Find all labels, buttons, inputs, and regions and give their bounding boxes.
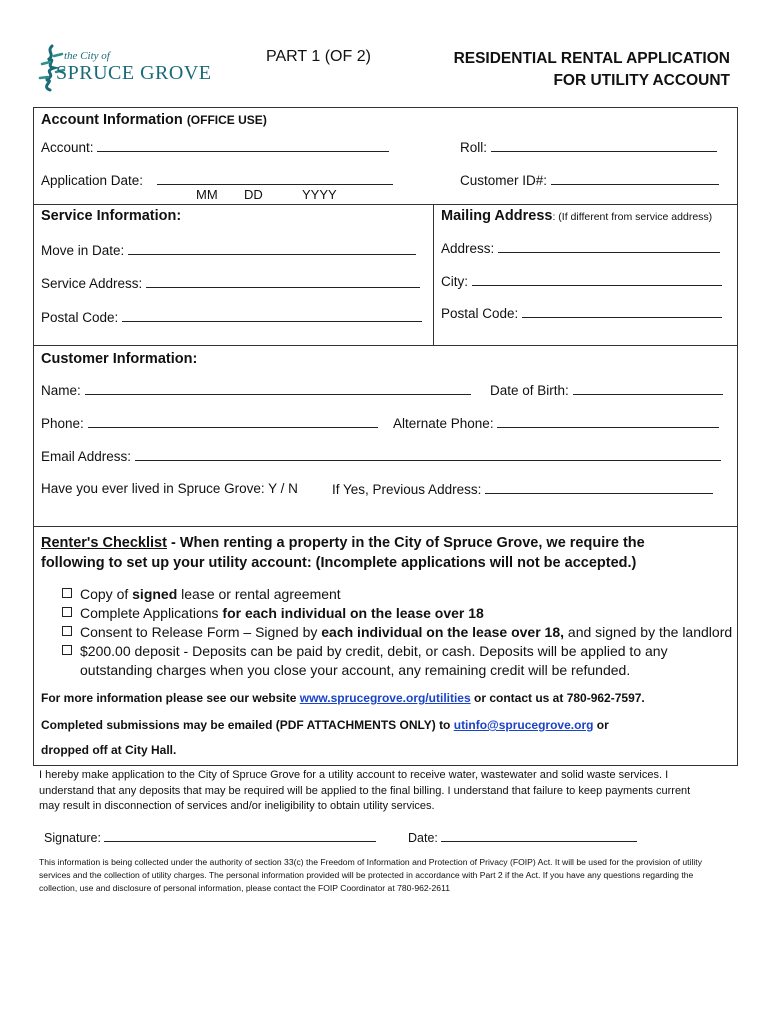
mailing-heading-note: : (If different from service address) bbox=[552, 211, 713, 223]
form-title-line2: FOR UTILITY ACCOUNT bbox=[553, 72, 730, 89]
mailing-postal-field[interactable] bbox=[441, 305, 722, 321]
name-field[interactable] bbox=[41, 382, 471, 398]
divider-service bbox=[33, 345, 738, 346]
alt-phone-label: Alternate Phone: bbox=[393, 416, 494, 431]
account-heading bbox=[41, 112, 267, 128]
mailing-city-field[interactable] bbox=[441, 273, 722, 289]
mailing-address-field[interactable] bbox=[441, 240, 720, 256]
divider-customer bbox=[33, 526, 738, 527]
signature-input-line[interactable] bbox=[104, 829, 376, 842]
previous-address-input-line[interactable] bbox=[485, 481, 713, 494]
move-in-field[interactable] bbox=[41, 242, 416, 258]
alt-phone-field[interactable] bbox=[393, 415, 719, 431]
date-format-mm: MM bbox=[196, 187, 218, 202]
application-date-field[interactable] bbox=[41, 172, 393, 188]
phone-label: Phone: bbox=[41, 416, 84, 431]
lived-in-spruce-grove[interactable]: Have you ever lived in Spruce Grove: Y / N bbox=[41, 481, 298, 496]
logo-top-text: the City of bbox=[64, 50, 110, 62]
mailing-address-input-line[interactable] bbox=[498, 240, 720, 253]
checklist-item-consent: Consent to Release Form – Signed by each individual on the lease over 18, and signed by the landlord bbox=[62, 623, 734, 642]
checkbox-icon[interactable] bbox=[62, 645, 72, 655]
name-input-line[interactable] bbox=[85, 382, 471, 395]
dob-input-line[interactable] bbox=[573, 382, 723, 395]
checklist bbox=[62, 585, 734, 680]
account-input-line[interactable] bbox=[97, 139, 389, 152]
checklist-heading-line2: following to set up your utility account: (Incomplete applications will not be accepted.) bbox=[41, 555, 637, 571]
checkbox-icon[interactable] bbox=[62, 626, 72, 636]
move-in-label: Move in Date: bbox=[41, 243, 125, 258]
email-submission: Completed submissions may be emailed (PDF ATTACHMENTS ONLY) to utinfo@sprucegrove.org or bbox=[41, 718, 609, 732]
application-date-input-line[interactable] bbox=[157, 172, 393, 185]
account-heading-note: (OFFICE USE) bbox=[186, 113, 267, 127]
customer-id-field[interactable] bbox=[460, 172, 719, 188]
checkbox-icon[interactable] bbox=[62, 607, 72, 617]
customer-id-label: Customer ID#: bbox=[460, 173, 548, 188]
service-postal-input-line[interactable] bbox=[122, 309, 422, 322]
signature-date-input-line[interactable] bbox=[441, 829, 637, 842]
mailing-address-label: Address: bbox=[441, 241, 495, 256]
email-link[interactable]: utinfo@sprucegrove.org bbox=[453, 718, 594, 732]
email-label: Email Address: bbox=[41, 449, 132, 464]
phone-field[interactable] bbox=[41, 415, 378, 431]
roll-label: Roll: bbox=[460, 140, 488, 155]
application-date-label: Application Date: bbox=[41, 173, 144, 188]
mailing-postal-label: Postal Code: bbox=[441, 306, 519, 321]
service-heading: Service Information: bbox=[41, 208, 182, 224]
date-format-yyyy: YYYY bbox=[302, 187, 337, 202]
customer-id-input-line[interactable] bbox=[551, 172, 719, 185]
checklist-heading bbox=[41, 533, 731, 573]
service-address-input-line[interactable] bbox=[146, 275, 420, 288]
checklist-title: Renter's Checklist bbox=[41, 535, 167, 551]
account-field[interactable] bbox=[41, 139, 389, 155]
name-label: Name: bbox=[41, 383, 81, 398]
account-heading-text: Account Information bbox=[41, 112, 183, 128]
foip-notice: This information is being collected under the authority of section 33(c) the Freedom of Information and Protection of Privacy (FOIP) Act. It will be used for the provision of utility services and the collection of utility charges. The personal information provided will be protected in accordance with Part 2 if the Act. If you have any questions regarding the collection, use and disclosure of personal information, please contact the FOIP Coordinator at 780-962-2611 bbox=[39, 857, 702, 893]
roll-field[interactable] bbox=[460, 139, 717, 155]
checklist-item-applications: Complete Applications for each individual on the lease over 18 bbox=[62, 604, 734, 623]
service-postal-field[interactable] bbox=[41, 309, 422, 325]
mailing-heading-text: Mailing Address bbox=[441, 208, 553, 224]
roll-input-line[interactable] bbox=[491, 139, 717, 152]
mailing-heading bbox=[441, 208, 712, 224]
dropped-off: dropped off at City Hall. bbox=[41, 743, 177, 757]
signature-date-label: Date: bbox=[408, 831, 438, 845]
declaration-text: I hereby make application to the City of Spruce Grove for a utility account to receive water, wastewater and solid waste services. I understand that any deposits that may be required will be applied to the final billing. I understand that failure to keep payments current may result in disconnection of services and/or ineligibility to obtain utility services. bbox=[39, 769, 691, 812]
service-address-label: Service Address: bbox=[41, 276, 143, 291]
divider-mailing bbox=[433, 204, 434, 345]
email-input-line[interactable] bbox=[135, 448, 721, 461]
signature-field[interactable] bbox=[44, 829, 376, 845]
more-info: For more information please see our website www.sprucegrove.org/utilities or contact us at 780-962-7597. bbox=[41, 691, 645, 705]
website-link[interactable]: www.sprucegrove.org/utilities bbox=[299, 691, 471, 705]
checklist-heading-line1: - When renting a property in the City of Spruce Grove, we require the bbox=[166, 535, 645, 551]
checklist-item-deposit: $200.00 deposit - Deposits can be paid by credit, debit, or cash. Deposits will be applied to any bbox=[62, 642, 734, 661]
part-label: PART 1 (OF 2) bbox=[266, 48, 371, 65]
checklist-item-deposit-cont: outstanding charges when you close your account, any remaining credit will be refunded. bbox=[80, 662, 631, 678]
service-postal-label: Postal Code: bbox=[41, 310, 119, 325]
move-in-input-line[interactable] bbox=[128, 242, 416, 255]
form-title-line1: RESIDENTIAL RENTAL APPLICATION bbox=[453, 50, 730, 67]
mailing-city-input-line[interactable] bbox=[472, 273, 722, 286]
dob-field[interactable] bbox=[490, 382, 723, 398]
mailing-postal-input-line[interactable] bbox=[522, 305, 722, 318]
email-field[interactable] bbox=[41, 448, 721, 464]
date-format-dd: DD bbox=[244, 187, 263, 202]
previous-address-field[interactable] bbox=[332, 481, 713, 497]
signature-date-field[interactable] bbox=[408, 829, 637, 845]
signature-label: Signature: bbox=[44, 831, 101, 845]
previous-address-label: If Yes, Previous Address: bbox=[332, 482, 482, 497]
service-address-field[interactable] bbox=[41, 275, 420, 291]
customer-heading: Customer Information: bbox=[41, 351, 198, 367]
dob-label: Date of Birth: bbox=[490, 383, 569, 398]
mailing-city-label: City: bbox=[441, 274, 468, 289]
form-title bbox=[440, 48, 730, 92]
checklist-item-lease: Copy of signed lease or rental agreement bbox=[62, 585, 734, 604]
divider-account bbox=[33, 204, 738, 205]
alt-phone-input-line[interactable] bbox=[497, 415, 719, 428]
account-label: Account: bbox=[41, 140, 94, 155]
phone-input-line[interactable] bbox=[88, 415, 378, 428]
logo-name-text: SPRUCE GROVE bbox=[56, 62, 212, 84]
checkbox-icon[interactable] bbox=[62, 588, 72, 598]
